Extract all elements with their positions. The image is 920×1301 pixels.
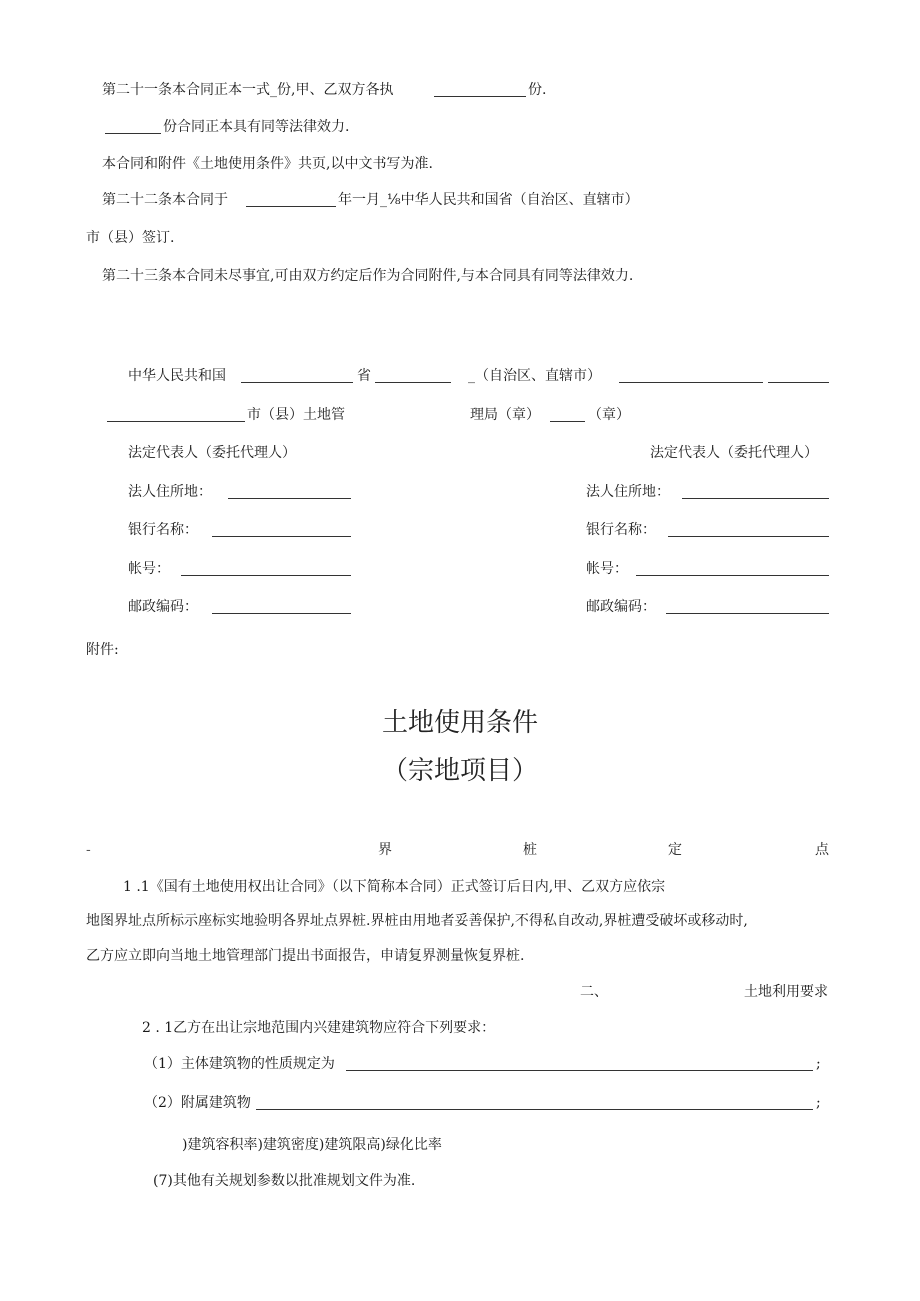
copies-blank[interactable] xyxy=(434,96,526,97)
article-21-continued: 份合同正本具有同等法律效力. xyxy=(163,119,350,135)
legal-rep-left: 法定代表人（委托代理人） xyxy=(128,445,296,461)
address-field-right[interactable] xyxy=(682,498,829,499)
province-blank[interactable] xyxy=(241,382,353,383)
postal-label-left: 邮政编码： xyxy=(128,599,198,615)
city-blank[interactable] xyxy=(107,421,245,422)
bank-field-right[interactable] xyxy=(668,536,829,537)
item-2-label: （2）附属建筑物 xyxy=(144,1095,251,1111)
copies-count-blank[interactable] xyxy=(105,133,161,134)
region-blank[interactable] xyxy=(619,382,763,383)
article-22-date-place: 年一月_⅛中华人民共和国省（自治区、直辖市） xyxy=(338,192,639,208)
section-2-title: 土地利用要求 xyxy=(744,984,828,1000)
address-label-left: 法人住所地： xyxy=(128,484,212,500)
article-23-text: 第二十三条本合同未尽事宜,可由双方约定后作为合同附件,与本合同具有同等法律效力. xyxy=(102,268,634,284)
item-2-semicolon: ; xyxy=(816,1095,821,1111)
item-7: (7)其他有关规划参数以批准规划文件为准. xyxy=(153,1173,416,1189)
sign-seal: （章） xyxy=(588,407,630,423)
attachment-label: 附件: xyxy=(86,642,119,658)
account-label-right: 帐号： xyxy=(586,561,628,577)
section-1-char: 点 xyxy=(815,842,829,858)
province-blank-2[interactable] xyxy=(375,382,451,383)
sign-country: 中华人民共和国 xyxy=(128,368,226,384)
postal-field-left[interactable] xyxy=(212,613,351,614)
attachment-note: 本合同和附件《土地使用条件》共页,以中文书写为准. xyxy=(102,156,433,172)
account-field-left[interactable] xyxy=(181,575,351,576)
account-field-right[interactable] xyxy=(636,575,829,576)
item-1-field[interactable] xyxy=(346,1070,813,1071)
items-3-6: )建筑容积率)建筑密度)建筑限高)绿化比率 xyxy=(182,1137,442,1153)
section-1-char: 桩 xyxy=(523,842,537,858)
section-2-number: 二、 xyxy=(580,984,608,1000)
postal-field-right[interactable] xyxy=(666,613,829,614)
bank-field-left[interactable] xyxy=(212,536,351,537)
section-1-para-line3: 乙方应立即向当地土地管理部门提出书面报告，申请复界测量恢复界桩. xyxy=(86,948,525,964)
article-21-text: 第二十一条本合同正本一式_份,甲、乙双方各执 xyxy=(102,82,394,98)
sign-province: 省 xyxy=(357,368,371,384)
attachment-title: 土地使用条件 xyxy=(381,708,538,738)
section-1-para-line2: 地图界址点所标示座标实地验明各界址点界桩.界桩由用地者妥善保护,不得私自改动,界桩遭受破坏或移动时, xyxy=(86,913,748,929)
address-label-right: 法人住所地： xyxy=(586,484,670,500)
item-2-field[interactable] xyxy=(256,1109,813,1110)
section-1-number: - xyxy=(86,842,91,858)
sign-region: _（自治区、直辖市） xyxy=(468,368,601,384)
postal-label-right: 邮政编码： xyxy=(586,599,656,615)
bank-label-left: 银行名称： xyxy=(128,522,198,538)
section-2-intro: 2 . 1乙方在出让宗地范围内兴建建筑物应符合下列要求： xyxy=(142,1020,496,1036)
bank-label-right: 银行名称： xyxy=(586,522,656,538)
article-21-suffix: 份. xyxy=(528,82,547,98)
sign-land-bureau: 市（县）土地管 xyxy=(247,407,345,423)
section-1-char: 定 xyxy=(668,842,682,858)
article-22-city: 市（县）签订. xyxy=(86,230,175,246)
sign-bureau-seal: 理局（章） xyxy=(470,407,540,423)
item-1-semicolon: ; xyxy=(816,1056,821,1072)
account-label-left: 帐号： xyxy=(128,561,170,577)
year-blank[interactable] xyxy=(246,206,336,207)
attachment-subtitle: （宗地项目） xyxy=(381,756,538,786)
article-22-text: 第二十二条本合同于 xyxy=(102,192,228,208)
item-1-label: （1）主体建筑物的性质规定为 xyxy=(144,1056,335,1072)
seal-blank[interactable] xyxy=(550,421,585,422)
region-blank-2[interactable] xyxy=(768,382,829,383)
section-1-para-line1: 1 .1《国有土地使用权出让合同》（以下简称本合同）正式签订后日内,甲、乙双方应依宗 xyxy=(123,879,666,895)
legal-rep-right: 法定代表人（委托代理人） xyxy=(650,445,818,461)
address-field-left[interactable] xyxy=(228,498,351,499)
section-1-char: 界 xyxy=(378,842,392,858)
